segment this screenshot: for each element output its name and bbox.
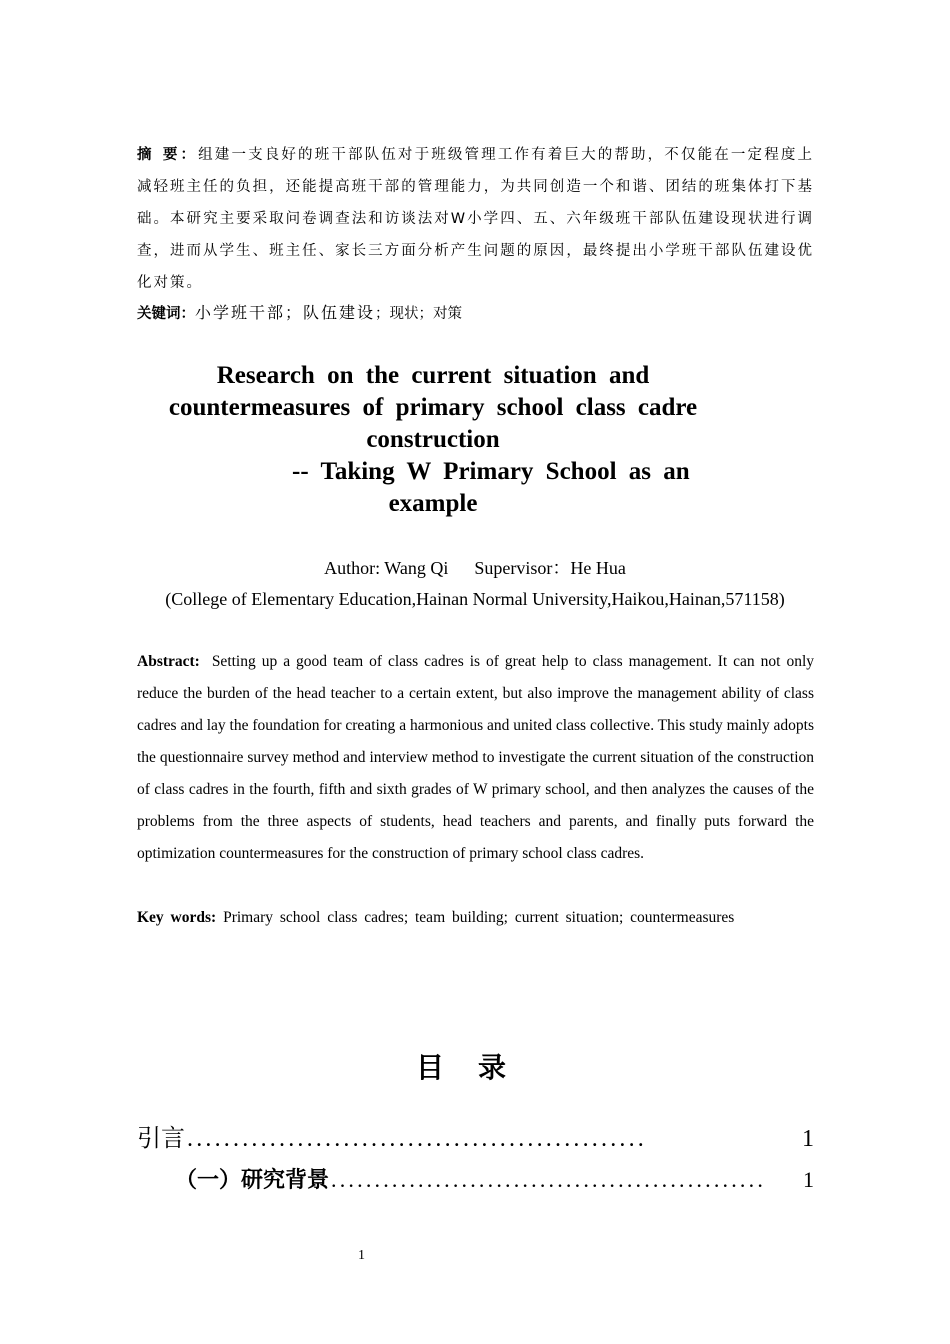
chinese-abstract-text: 组建一支良好的班干部队伍对于班级管理工作有着巨大的帮助，不仅能在一定程度上减轻班主任的负担，还能提高班干部的管理能力，为共同创造一个和谐、团结的班集体打下基础。本研究主要采取问卷调查法和访谈法对W小学四、五、六年级班干部队伍建设现状进行调查，进而从学生、班主任、家长三方面分析产生问题的原因，最终提出小学班干部队伍建设优化对策。 xyxy=(137,147,814,291)
toc-entry-page: 1 xyxy=(802,1126,814,1152)
english-abstract-text: Setting up a good team of class cadres is of great help to class management. It can not only reduce the burden of the head teacher to a certain extent, but also improve the management ability of class cadres and lay the foundation for creating a harmonious and united class collective. This study mainly adopts the questionnaire survey method and interview method to investigate the current situation of the construction of class cadres in the fourth, fifth and sixth grades of W primary school, and then analyzes the causes of the problems from the three aspects of students, head teachers and parents, and finally puts forward the optimization countermeasures for the construction of primary school class cadres. xyxy=(137,653,815,862)
english-keywords xyxy=(137,903,817,933)
english-abstract-label: Abstract: xyxy=(137,653,200,670)
page-number: 1 xyxy=(358,1248,365,1263)
english-title-line-1: Research on the current situation and xyxy=(216,362,650,389)
chinese-abstract xyxy=(137,139,814,299)
toc-entry[interactable] xyxy=(175,1162,814,1199)
toc-entry-label: （一）研究背景 xyxy=(175,1168,330,1193)
chinese-keywords-terms-b: ；现状；对策 xyxy=(375,306,463,322)
toc-entry-label: 引言 xyxy=(137,1124,185,1152)
english-title-line-3: construction xyxy=(366,426,500,453)
english-keywords-text: Primary school class cadres; team building; current situation; countermeasures xyxy=(223,909,735,926)
toc-title: 目录 xyxy=(415,1051,540,1084)
chinese-abstract-label: 摘 要： xyxy=(137,147,199,163)
supervisor-name: Supervisor：He Hua xyxy=(474,558,626,578)
toc-dot-leader: .................................................. xyxy=(187,1126,647,1152)
english-abstract xyxy=(137,646,814,870)
toc-entry[interactable] xyxy=(137,1118,814,1159)
affiliation: (College of Elementary Education,Hainan Normal University,Haikou,Hainan,571158) xyxy=(165,589,785,609)
chinese-keywords xyxy=(137,298,814,329)
chinese-keywords-label: 关键词： xyxy=(137,306,195,322)
toc-dot-leader: .................................................. xyxy=(331,1167,767,1192)
english-keywords-label: Key words: xyxy=(137,909,217,926)
author-line xyxy=(0,555,950,581)
toc-entry-page: 1 xyxy=(803,1167,814,1192)
chinese-keywords-terms-a: 小学班干部；队伍建设 xyxy=(195,303,376,322)
author-name: Author: Wang Qi xyxy=(324,558,449,578)
english-subtitle-line-1: -- Taking W Primary School as an xyxy=(292,458,690,485)
english-subtitle-line-2: example xyxy=(388,490,478,517)
english-title-line-2: countermeasures of primary school class cadre xyxy=(168,394,698,421)
